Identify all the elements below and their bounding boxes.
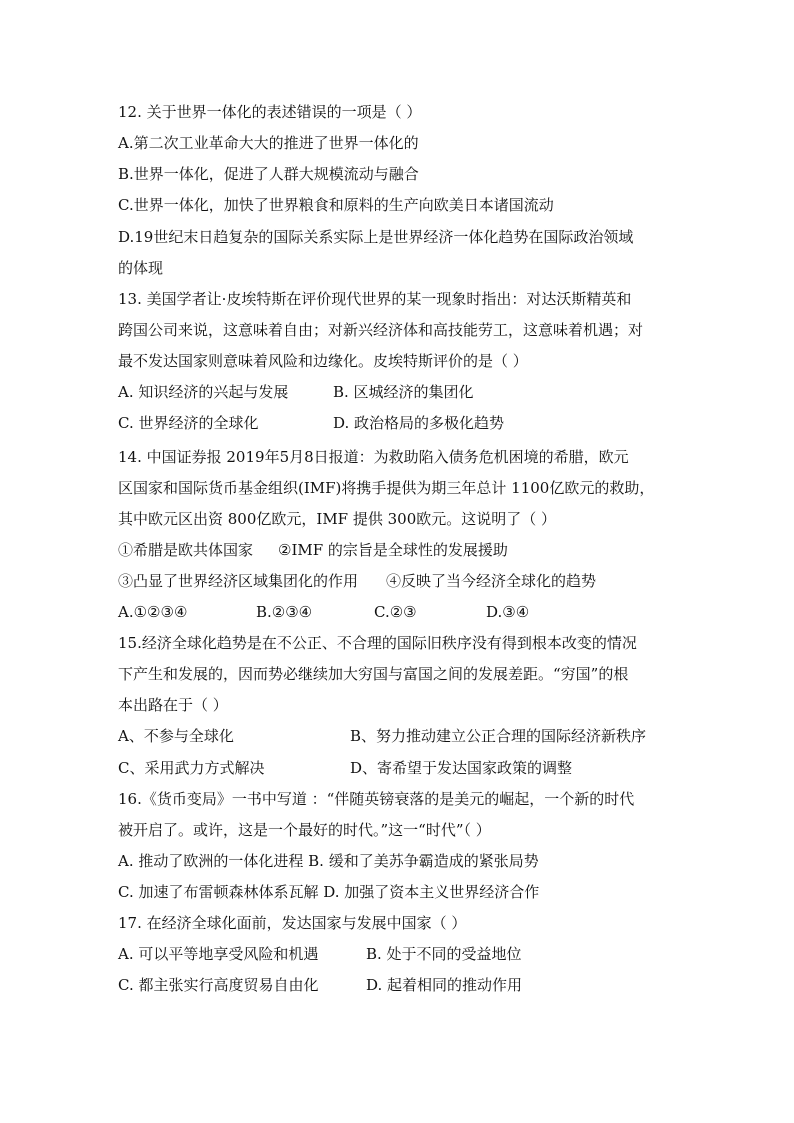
q17-option-a: A. 可以平等地享受风险和机遇 — [118, 945, 319, 963]
q16-stem-2: 被开启了。或许，这是一个最好的时代。”这一“时代”（ ） — [118, 821, 491, 839]
q13-stem-1: 13. 美国学者让·皮埃特斯在评价现代世界的某一现象时指出：对达沃斯精英和 — [118, 290, 632, 308]
q13-stem-2: 跨国公司来说，这意味着自由；对新兴经济体和高技能劳工，这意味着机遇；对 — [118, 321, 644, 339]
q12-option-d: D.19世纪末日趋复杂的国际关系实际上是世界经济一体化趋势在国际政治领域 — [118, 228, 634, 246]
q14-statement-4: ④反映了当今经济全球化的趋势 — [386, 572, 597, 590]
q17-option-d: D. 起着相同的推动作用 — [366, 976, 523, 994]
q14-statement-3: ③凸显了世界经济区域集团化的作用 — [118, 572, 359, 590]
q15-option-c: C、采用武力方式解决 — [118, 759, 265, 777]
q13-option-d: D. 政治格局的多极化趋势 — [333, 414, 505, 432]
q17-stem: 17. 在经济全球化面前，发达国家与发展中国家（ ） — [118, 914, 467, 932]
q14-option-a: A.①②③④ — [118, 603, 188, 621]
q14-statement-1: ①希腊是欧共体国家 — [118, 541, 254, 559]
q17-option-c: C. 都主张实行高度贸易自由化 — [118, 976, 319, 994]
q13-option-a: A. 知识经济的兴起与发展 — [118, 383, 289, 401]
q17-option-b: B. 处于不同的受益地位 — [366, 945, 522, 963]
q14-stem-2: 区国家和国际货币基金组织(IMF)将携手提供为期三年总计 1100亿欧元的救助， — [118, 479, 655, 497]
q13-stem-3: 最不发达国家则意味着风险和边缘化。皮埃特斯评价的是（ ） — [118, 352, 528, 370]
q15-stem-1: 15.经济全球化趋势是在不公正、不合理的国际旧秩序没有得到根本改变的情况 — [118, 634, 637, 652]
q16-options-ab: A. 推动了欧洲的一体化进程 B. 缓和了美苏争霸造成的紧张局势 — [118, 852, 539, 870]
q15-stem-2: 下产生和发展的，因而势必继续加大穷国与富国之间的发展差距。“穷国”的根 — [118, 665, 629, 683]
q14-stem-1: 14. 中国证券报 2019年5月8日报道：为救助陷入债务危机困境的希腊，欧元 — [118, 448, 629, 466]
q12-option-d-cont: 的体现 — [118, 259, 164, 277]
q13-option-b: B. 区城经济的集团化 — [333, 383, 474, 401]
q12-option-c: C.世界一体化，加快了世界粮食和原料的生产向欧美日本诸国流动 — [118, 196, 554, 214]
q15-stem-3: 本出路在于（ ） — [118, 696, 228, 714]
q14-option-b: B.②③④ — [256, 603, 313, 621]
q12-option-a: A.第二次工业革命大大的推进了世界一体化的 — [118, 134, 419, 152]
q14-option-c: C.②③ — [374, 603, 417, 621]
q14-stem-3: 其中欧元区出资 800亿欧元，IMF 提供 300欧元。这说明了（ ） — [118, 510, 557, 528]
q15-option-a: A、不参与全球化 — [118, 727, 234, 745]
q13-option-c: C. 世界经济的全球化 — [118, 414, 259, 432]
q15-option-d: D、寄希望于发达国家政策的调整 — [350, 759, 573, 777]
q14-option-d: D.③④ — [486, 603, 530, 621]
q16-options-cd: C. 加速了布雷顿森林体系瓦解 D. 加强了资本主义世界经济合作 — [118, 883, 540, 901]
q14-statement-2: ②IMF 的宗旨是全球性的发展援助 — [278, 541, 508, 559]
q12-stem: 12. 关于世界一体化的表述错误的一项是（ ） — [118, 103, 422, 121]
q15-option-b: B、努力推动建立公正合理的国际经济新秩序 — [350, 727, 647, 745]
q12-option-b: B.世界一体化，促进了人群大规模流动与融合 — [118, 165, 419, 183]
q16-stem-1: 16.《货币变局》一书中写道 ：“伴随英镑衰落的是美元的崛起，一个新的时代 — [118, 790, 635, 808]
